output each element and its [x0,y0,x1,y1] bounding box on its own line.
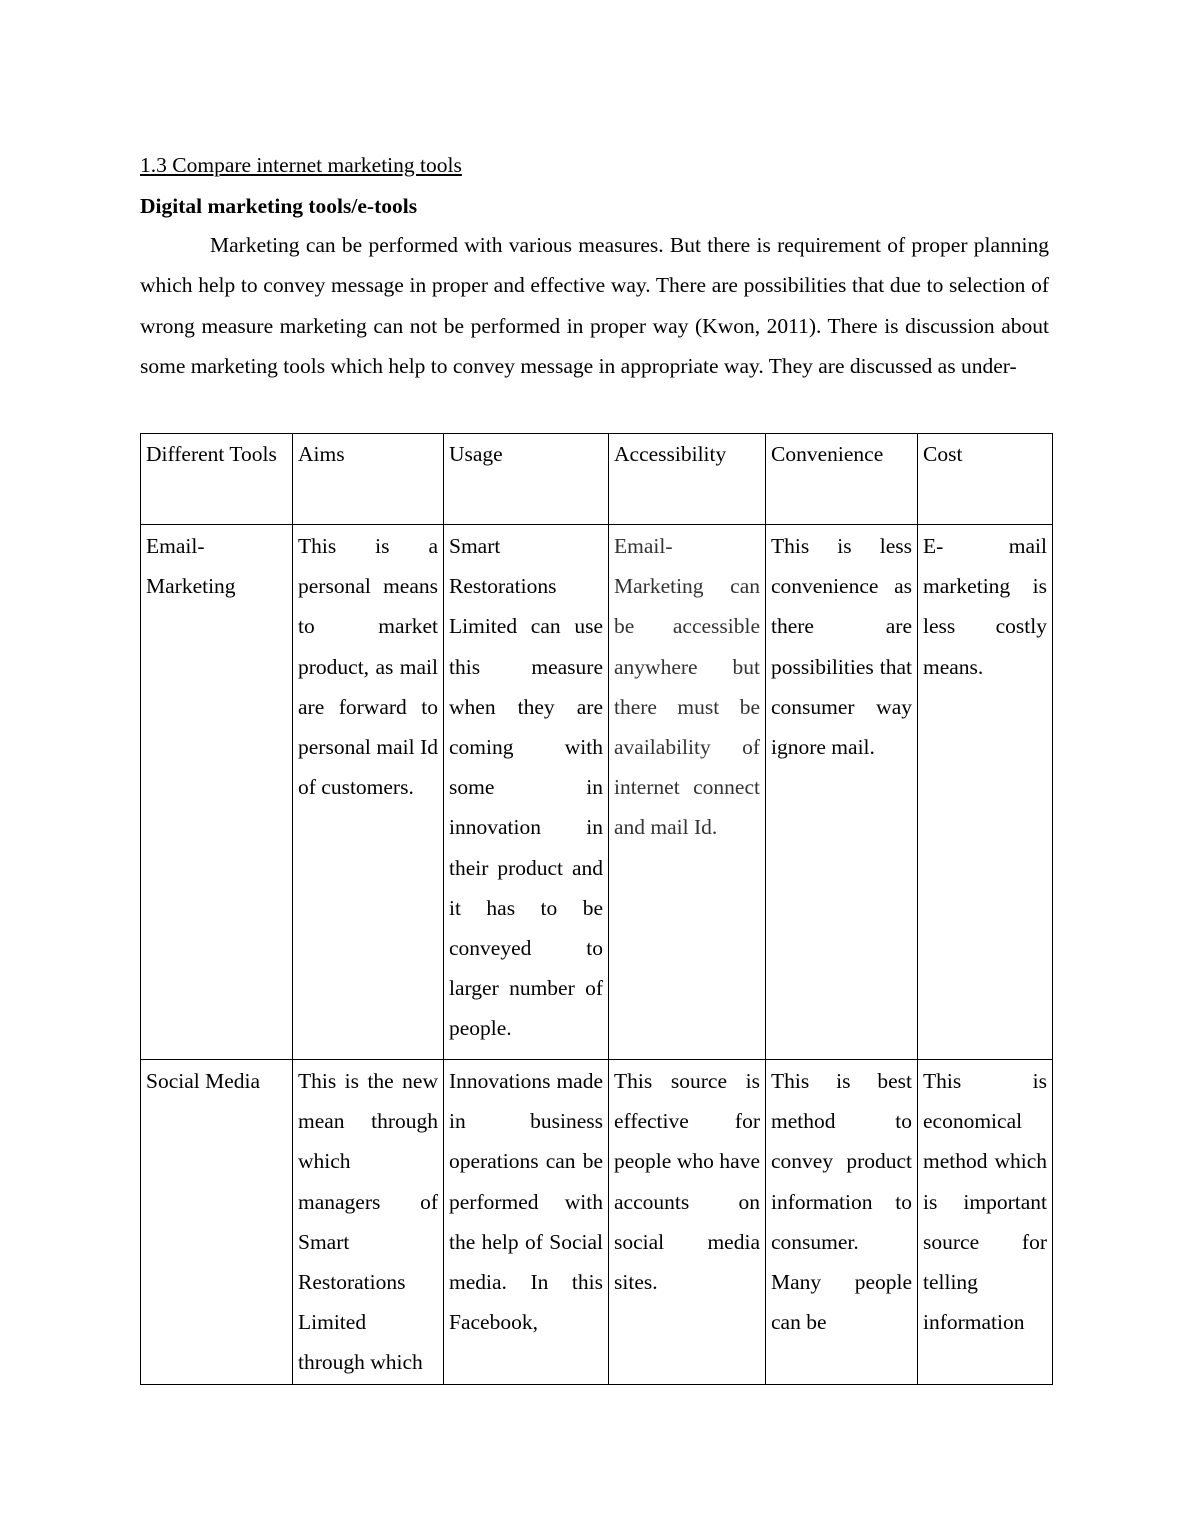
social-convenience-text: This is best method to convey product information to consumer. Many people can be [771,1069,912,1335]
social-aims-text: This is the new mean through which managers of Smart Restorations Limited through which [298,1069,438,1375]
social-aims-cell [293,1060,444,1385]
header-usage: Usage [444,434,609,525]
header-accessibility: Accessibility [609,434,766,525]
subheading: Digital marketing tools/e-tools [140,194,418,218]
email-usage-cell: Smart Restorations Limited can use this measure when they are coming with some in innovation in their product and it has to be conveyed to larger number of people. [444,525,609,1060]
header-tools: Different Tools [141,434,293,525]
header-convenience: Convenience [766,434,918,525]
table-row [141,525,1053,1060]
email-convenience-cell: This is less convenience as there are possibilities that consumer way ignore mail. [766,525,918,1060]
header-cost: Cost [918,434,1053,525]
table-header-row [141,434,1053,525]
social-tool-text: Social Media [146,1069,261,1093]
email-accessibility-cell: Email-Marketing can be accessible anywhere but there must be availability of internet connect and mail Id. [609,525,766,1060]
social-cost-text: This is economical method which is important source for telling information [923,1069,1047,1335]
marketing-tools-table [140,433,1053,1385]
email-aims-cell: This is a personal means to market product, as mail are forward to personal mail Id of customers. [293,525,444,1060]
section-heading: 1.3 Compare internet marketing tools [140,153,462,177]
social-usage-cell [444,1060,609,1385]
intro-paragraph: Marketing can be performed with various measures. But there is requirement of proper planning which help to convey message in proper and effective way. There are possibilities that due to selection of wrong measure marketing can not be performed in proper way (Kwon, 2011). There is discussion about some marketing tools which help to convey message in appropriate way. They are discussed as under- [140,233,1049,378]
social-accessibility-text: This source is effective for people who have accounts on social media sites. [614,1069,760,1295]
email-tool-cell: Email-Marketing [141,525,293,1060]
social-usage-text: Innovations made in business operations can be performed with the help of Social media. In this Facebook, [449,1069,603,1335]
social-convenience-cell [766,1060,918,1385]
header-aims: Aims [293,434,444,525]
social-cost-cell [918,1060,1053,1385]
email-cost-cell: E- mail marketing is less costly means. [918,525,1053,1060]
social-accessibility-cell [609,1060,766,1385]
table-row [141,1060,1053,1385]
social-tool-cell [141,1060,293,1385]
